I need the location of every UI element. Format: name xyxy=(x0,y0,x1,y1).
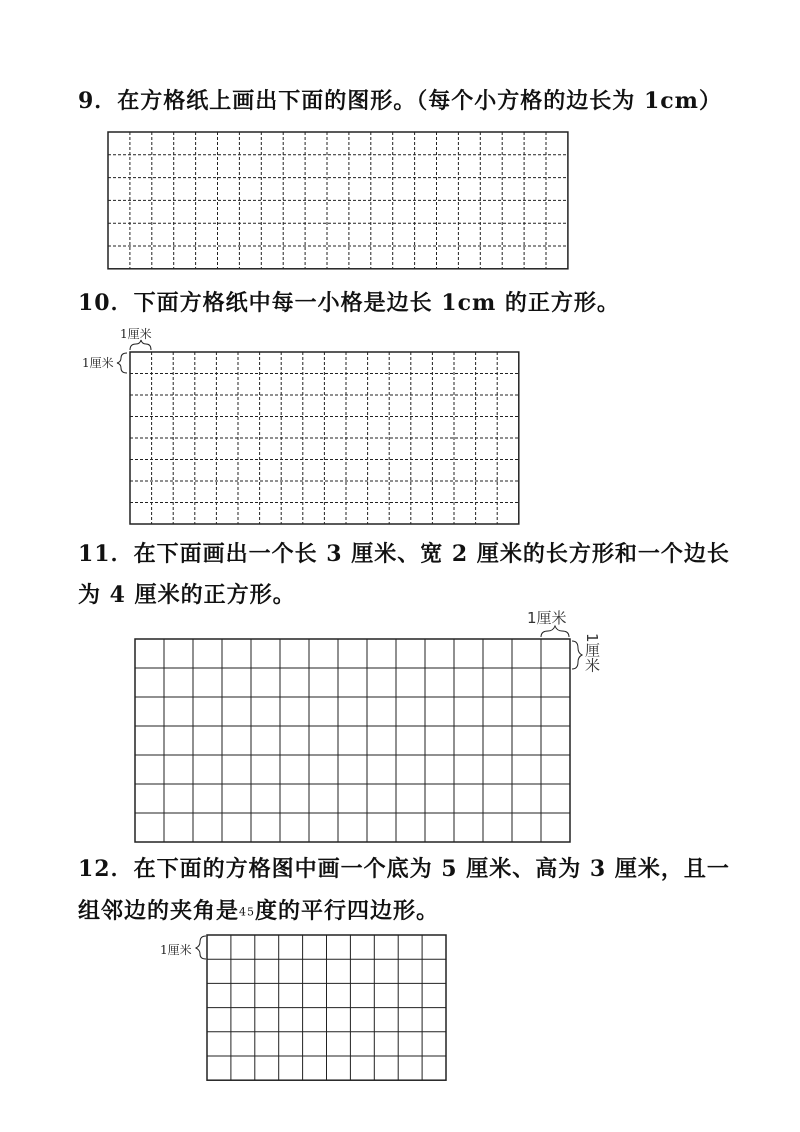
grid-border xyxy=(135,639,570,842)
question-12-line1: 12．在下面的方格图中画一个底为 5 厘米、高为 3 厘米，且一 xyxy=(78,856,730,882)
question-10: 10．下面方格纸中每一小格是边长 1cm 的正方形。 xyxy=(78,290,620,316)
grid12-unit-left-label: 1厘米 xyxy=(160,943,192,957)
grid10-unit-top-label: 1厘米 xyxy=(120,327,152,341)
grid10-unit-left-label: 1厘米 xyxy=(82,356,114,370)
brace-icon xyxy=(541,626,569,637)
brace-icon xyxy=(572,641,582,669)
grid-paper-q9 xyxy=(108,132,568,269)
question-9: 9．在方格纸上画出下面的图形。（每个小方格的边长为 1cm） xyxy=(78,88,722,114)
question-11-line2: 为 4 厘米的正方形。 xyxy=(78,582,296,608)
question-11-line1: 11．在下面画出一个长 3 厘米、宽 2 厘米的长方形和一个边长 xyxy=(78,541,730,567)
brace-icon xyxy=(196,936,206,959)
brace-icon xyxy=(130,340,151,350)
grid11-unit-side-label: 1厘米 xyxy=(583,633,601,673)
question-12-text-a: 组邻边的夹角是 xyxy=(78,898,240,924)
grid11-unit-top-label: 1厘米 xyxy=(527,609,567,627)
grid-paper-q11 xyxy=(135,639,570,842)
grid-paper-q10 xyxy=(130,352,519,524)
angle-value: 45 xyxy=(239,905,256,919)
grid-paper-q12 xyxy=(207,935,446,1080)
question-12-text-b: 度的平行四边形。 xyxy=(255,898,440,924)
brace-icon xyxy=(117,353,127,373)
